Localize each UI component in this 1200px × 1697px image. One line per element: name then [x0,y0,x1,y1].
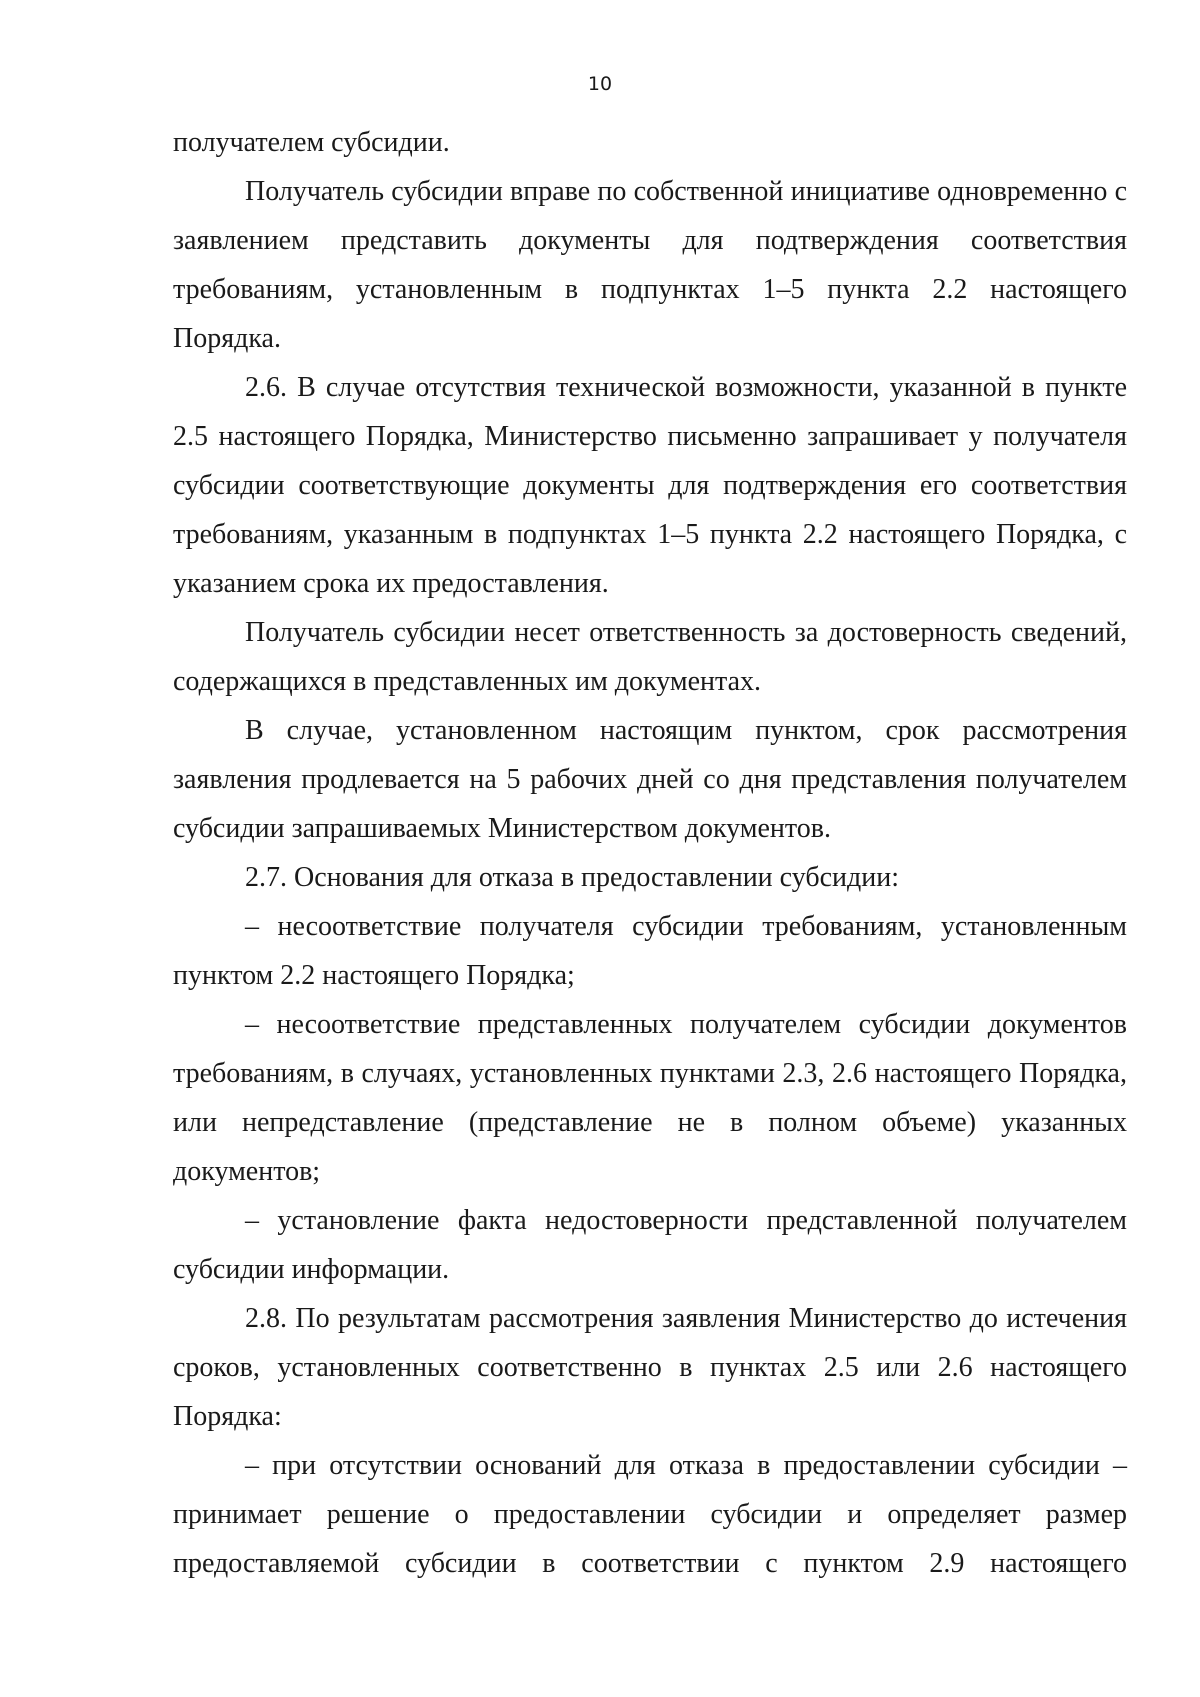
list-item-refusal-1: – несоответствие получателя субсидии требованиям, установленным пунктом 2.2 настоящего Порядка; [173,911,1127,991]
document-body [173,118,1127,1588]
list-item-decision-1: – при отсутствии оснований для отказа в предоставлении субсидии – принимает решение о предоставлении субсидии и определяет размер предоставляемой субсидии в соответствии с пунктом 2.9 настоящего [173,1450,1127,1579]
paragraph-2-7-heading: 2.7. Основания для отказа в предоставлении субсидии: [245,862,900,893]
list-item-refusal-2: – несоответствие представленных получателем субсидии документов требованиям, в случаях, установленных пунктами 2.3, 2.6 настоящего Порядка, или непредставление (представление не в полном объеме) указанных документов; [173,1009,1127,1187]
paragraph-continuation: получателем субсидии. [173,127,450,158]
list-item-refusal-3: – установление факта недостоверности представленной получателем субсидии информации. [173,1205,1127,1285]
paragraph-2-8: 2.8. По результатам рассмотрения заявления Министерство до истечения сроков, установленных соответственно в пунктах 2.5 или 2.6 настоящего Порядка: [173,1303,1127,1432]
paragraph-2-6: 2.6. В случае отсутствия технической возможности, указанной в пункте 2.5 настоящего Порядка, Министерство письменно запрашивает у получателя субсидии соответствующие документы для подтверждения его соответствия требованиям, указанным в подпунктах 1–5 пункта 2.2 настоящего Порядка, с указанием срока их предоставления. [173,372,1127,599]
page-number: 10 [587,73,613,95]
paragraph-recipient-right: Получатель субсидии вправе по собственной инициативе одновременно с заявлением представить документы для подтверждения соответствия требованиям, установленным в подпунктах 1–5 пункта 2.2 настоящего Порядка. [173,176,1127,354]
paragraph-review-extension: В случае, установленном настоящим пунктом, срок рассмотрения заявления продлевается на 5 рабочих дней со дня представления получателем субсидии запрашиваемых Министерством документов. [173,715,1127,844]
paragraph-recipient-responsibility: Получатель субсидии несет ответственность за достоверность сведений, содержащихся в представленных им документах. [173,617,1127,697]
